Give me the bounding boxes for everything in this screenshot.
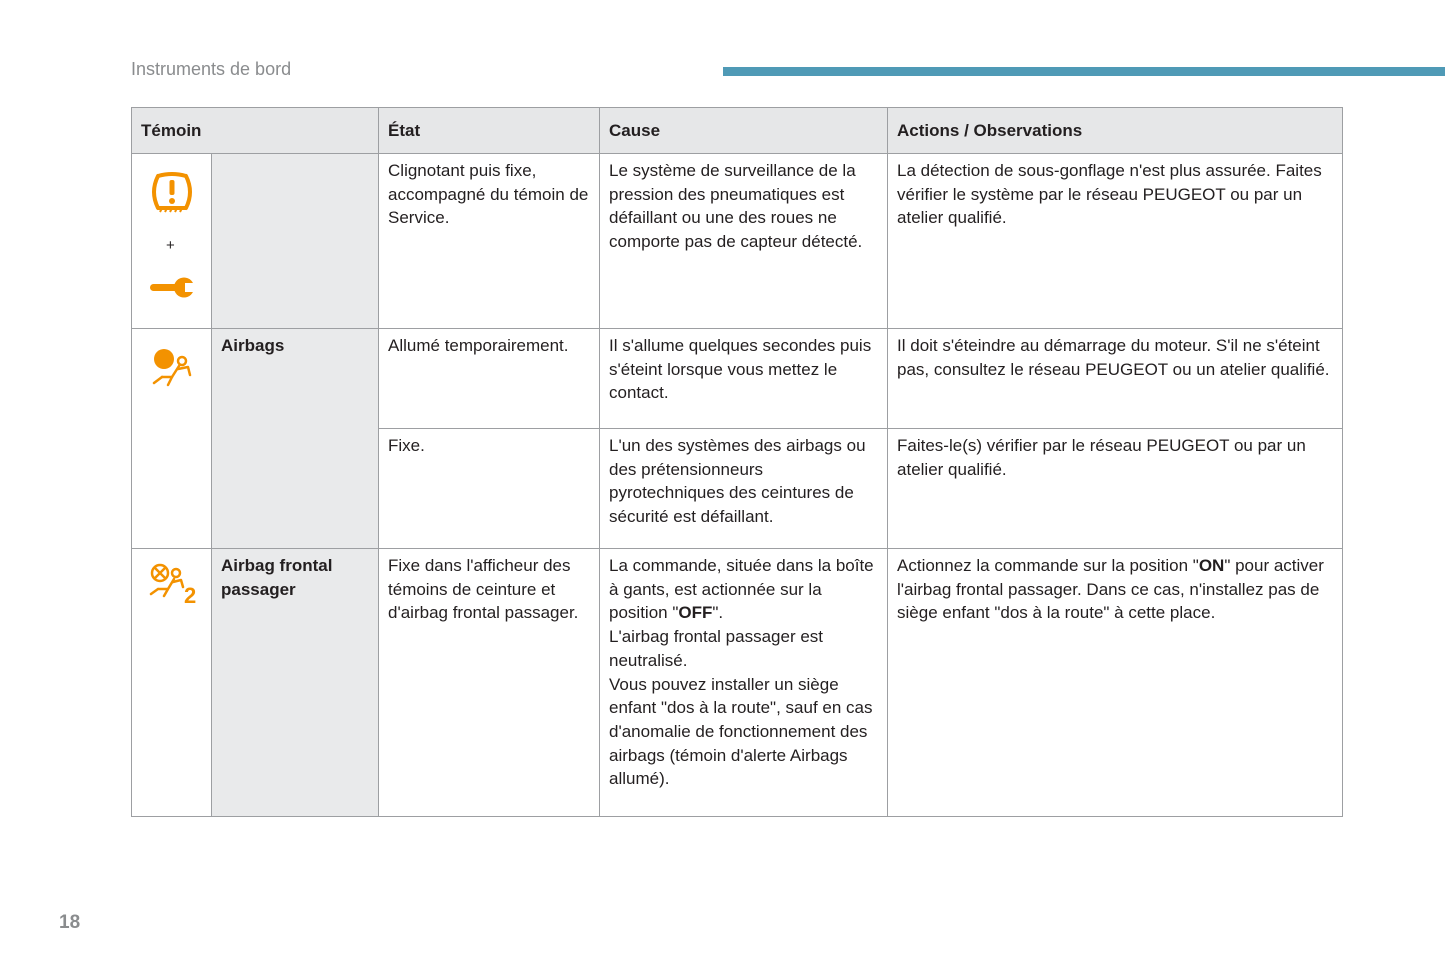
warning-lights-table [131,107,1343,817]
cause-cell: Le système de surveillance de la pression des pneumatiques est défaillant ou une des roues ne comporte pas de capteur détecté. [600,154,888,329]
icon-cell [132,549,212,817]
actions-cell: Faites-le(s) vérifier par le réseau PEUGEOT ou par un atelier qualifié. [888,429,1343,549]
etat-cell: Fixe. [379,429,600,549]
off-position-label: OFF [678,603,713,623]
tyre-pressure-warning-icon [148,168,196,216]
page-number: 18 [59,912,81,933]
passenger-airbag-off-icon [148,561,198,605]
cause-text: Vous pouvez installer un siège enfant "dos à la route", sauf en cas d'anomalie de fonctionnement des airbags (témoin d'alerte Airbags allumé). [609,674,873,789]
name-cell [212,154,379,329]
actions-text: Actionnez la commande sur la position " [897,556,1199,575]
cause-text: L'airbag frontal passager est neutralisé. [609,627,824,670]
actions-cell [888,549,1343,817]
header-actions: Actions / Observations [888,108,1343,154]
header-etat: État [379,108,600,154]
etat-cell: Fixe dans l'afficheur des témoins de ceinture et d'airbag frontal passager. [379,549,600,817]
cause-text: La commande, située dans la boîte à gants, est actionnée sur la position " [609,556,874,623]
name-cell: Airbags [212,329,379,549]
icon-cell [132,329,212,549]
cause-text: ". [712,603,724,623]
icon-separator-plus: + [166,237,175,254]
wrench-service-icon [148,272,196,302]
actions-cell: Il doit s'éteindre au démarrage du moteur. S'il ne s'éteint pas, consultez le réseau PEUGEOT ou un atelier qualifié. [888,329,1343,429]
cause-cell: L'un des systèmes des airbags ou des prétensionneurs pyrotechniques des ceintures de sécurité est défaillant. [600,429,888,549]
section-title: Instruments de bord [131,59,292,79]
on-position-label: ON [1198,556,1225,575]
cause-cell [600,549,888,817]
actions-cell: La détection de sous-gonflage n'est plus assurée. Faites vérifier le système par le réseau PEUGEOT ou par un atelier qualifié. [888,154,1343,329]
airbag-icon [148,345,196,389]
table-header-row [132,108,1343,154]
header-cause: Cause [600,108,888,154]
table-row [132,154,1343,329]
header-temoin: Témoin [132,108,379,154]
table-row [132,549,1343,817]
table-row [132,329,1343,429]
name-cell: Airbag frontal passager [212,549,379,817]
etat-cell: Clignotant puis fixe, accompagné du témoin de Service. [379,154,600,329]
header-accent-bar [723,67,1445,76]
actions-text: " pour activer l'airbag frontal passager. Dans ce cas, n'installez pas de siège enfant "dos à la route" à cette place. [897,556,1324,623]
icon-cell [132,154,212,329]
svg-text:2: 2 [184,583,197,605]
etat-cell: Allumé temporairement. [379,329,600,429]
cause-cell: Il s'allume quelques secondes puis s'éteint lorsque vous mettez le contact. [600,329,888,429]
